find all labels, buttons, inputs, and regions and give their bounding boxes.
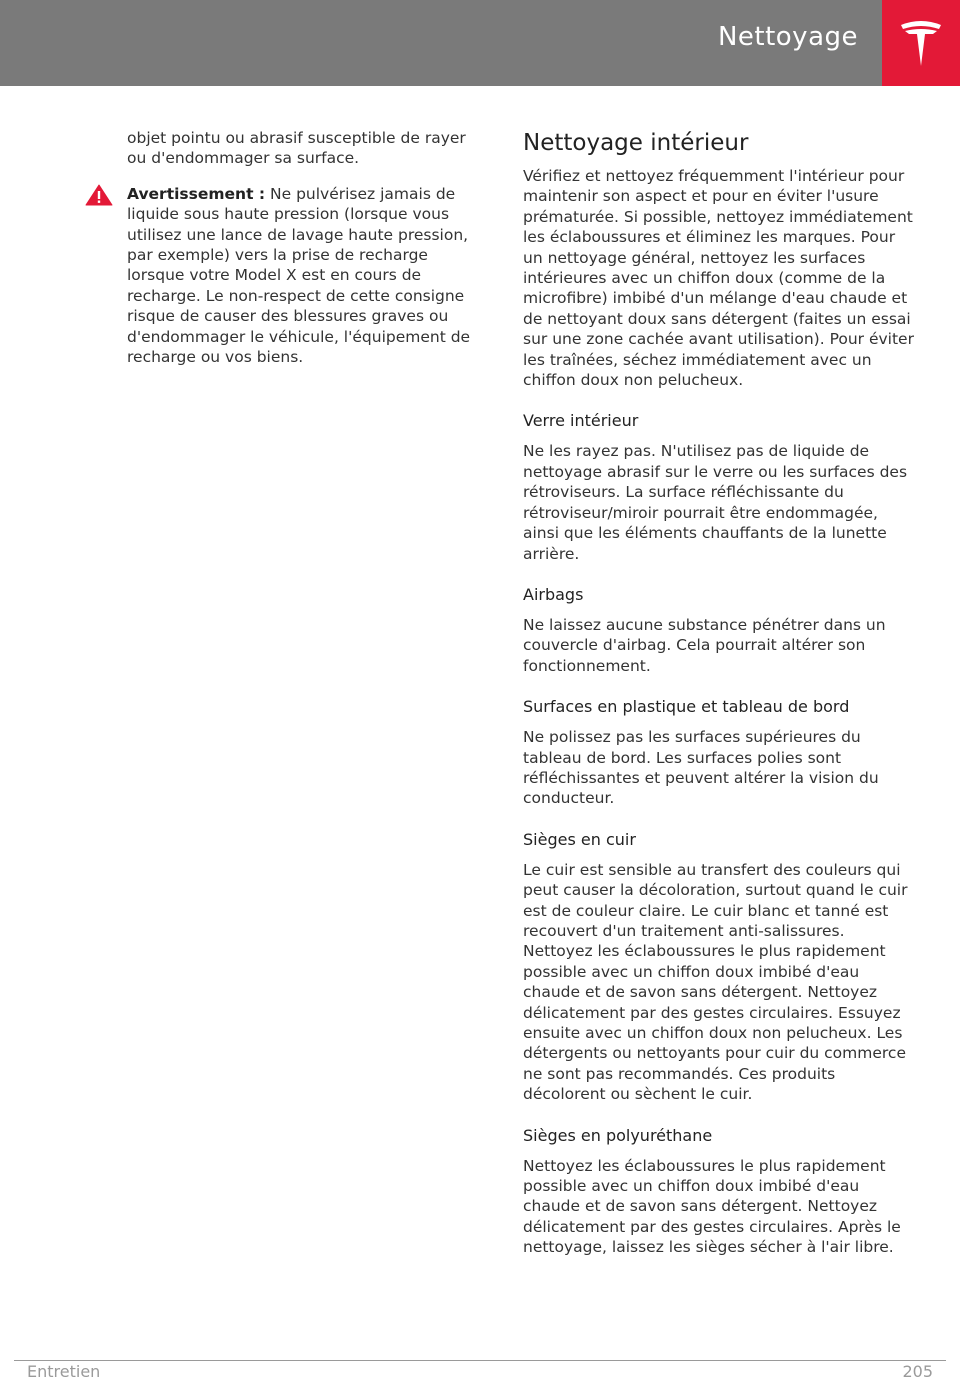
subsection-title-interior-glass: Verre intérieur bbox=[523, 411, 639, 431]
page-number: 205 bbox=[902, 1362, 933, 1381]
warning-body: Ne pulvérisez jamais de liquide sous haute pression (lorsque vous utilisez une lance de lavage haute pression, par exemple) vers la prise de recharge lorsque votre Model X est en cours de recharge. Le non-respect de cette consigne risque de causer des blessures graves ou d'endommager le véhicule, l'équipement de recharge ou vos biens. bbox=[127, 184, 471, 367]
warning-block bbox=[127, 184, 487, 368]
tesla-logo-icon bbox=[898, 18, 944, 68]
page-title: Nettoyage bbox=[717, 22, 858, 52]
page-header bbox=[0, 0, 960, 86]
subsection-body-leather-seats: Le cuir est sensible au transfert des couleurs qui peut causer la décoloration, surtout quand le cuir est de couleur claire. Le cuir blanc et tanné est recouvert d'un traitement anti-salissures. Nettoyez les éclaboussures le plus rapidement possible avec un chiffon doux imbibé d'eau chaude et de savon sans détergent. Nettoyez délicatement par des gestes circulaires. Essuyez ensuite avec un chiffon doux non pelucheux. Les détergents ou nettoyants pour cuir du commerce ne sont pas recommandés. Ces produits décolorent ou sèchent le cuir. bbox=[523, 860, 908, 1104]
subsection-title-airbags: Airbags bbox=[523, 584, 584, 604]
subsection-body-polyurethane-seats: Nettoyez les éclaboussures le plus rapidement possible avec un chiffon doux imbibé d'eau chaude et de savon sans détergent. Nettoyez délicatement par des gestes circulaires. Après le nettoyage, laissez les sièges sécher à l'air libre. bbox=[523, 1156, 901, 1257]
logo-box bbox=[882, 0, 960, 86]
footer-section-name: Entretien bbox=[27, 1362, 101, 1381]
subsection-title-plastic-surfaces: Surfaces en plastique et tableau de bord bbox=[523, 697, 850, 717]
warning-triangle-icon bbox=[85, 184, 113, 206]
intro-paragraph: Vérifiez et nettoyez fréquemment l'intérieur pour maintenir son aspect et pour en éviter l'usure prématurée. Si possible, nettoyez immédiatement les éclaboussures et éliminez les marques. Pour un nettoyage général, nettoyez les surfaces intérieures avec un chiffon doux (comme de la microfibre) imbibé d'un mélange d'eau chaude et de nettoyant doux sans détergent (faites un essai sur une zone cachée avant utilisation). Pour éviter les traînées, séchez immédiatement avec un chiffon doux non pelucheux. bbox=[523, 167, 914, 390]
left-column bbox=[127, 128, 487, 367]
subsection-body-plastic-surfaces: Ne polissez pas les surfaces supérieures du tableau de bord. Les surfaces polies sont réfléchissantes et peuvent altérer la vision du conducteur. bbox=[523, 728, 879, 808]
section-heading: Nettoyage intérieur bbox=[523, 130, 749, 156]
subsection-body-interior-glass: Ne les rayez pas. N'utilisez pas de liquide de nettoyage abrasif sur le verre ou les surfaces des rétroviseurs. La surface réfléchissante du rétroviseur/miroir pourrait être endommagée, ainsi que les éléments chauffants de la lunette arrière. bbox=[523, 442, 908, 563]
warning-text bbox=[127, 184, 487, 368]
subsection-title-leather-seats: Sièges en cuir bbox=[523, 829, 636, 849]
right-column bbox=[523, 128, 918, 1258]
footer-divider bbox=[14, 1360, 946, 1361]
warning-label: Avertissement : bbox=[127, 184, 266, 203]
continuation-text: objet pointu ou abrasif susceptible de rayer ou d'endommager sa surface. bbox=[127, 129, 466, 168]
subsection-title-polyurethane-seats: Sièges en polyuréthane bbox=[523, 1125, 713, 1145]
subsection-body-airbags: Ne laissez aucune substance pénétrer dans un couvercle d'airbag. Cela pourrait altérer son fonctionnement. bbox=[523, 615, 886, 675]
